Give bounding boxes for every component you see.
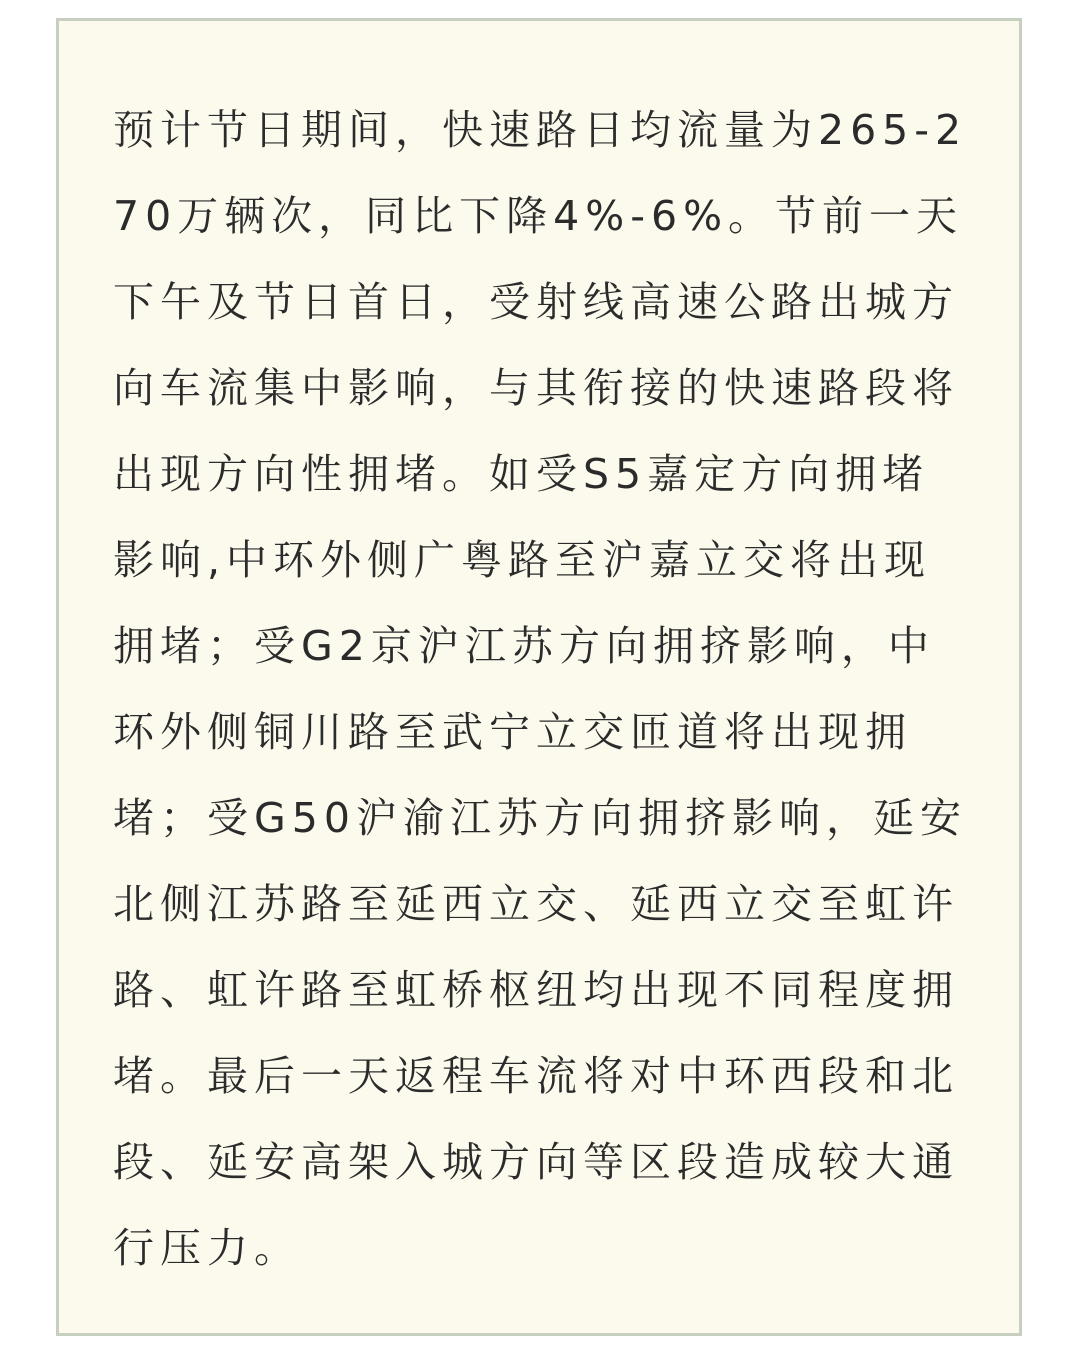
article-paragraph: 预计节日期间，快速路日均流量为265-270万辆次，同比下降4%-6%。节前一天下午及节日首日，受射线高速公路出城方向车流集中影响，与其衔接的快速路段将出现方向性拥堵。如受S5嘉定方向拥堵影响,中环外侧广粤路至沪嘉立交将出现拥堵；受G2京沪江苏方向拥挤影响，中环外侧铜川路至武宁立交匝道将出现拥堵；受G50沪渝江苏方向拥挤影响，延安北侧江苏路至延西立交、延西立交至虹许路、虹许路至虹桥枢纽均出现不同程度拥堵。最后一天返程车流将对中环西段和北段、延安高架入城方向等区段造成较大通行压力。 xyxy=(113,106,968,1272)
text-card xyxy=(56,18,1022,1336)
